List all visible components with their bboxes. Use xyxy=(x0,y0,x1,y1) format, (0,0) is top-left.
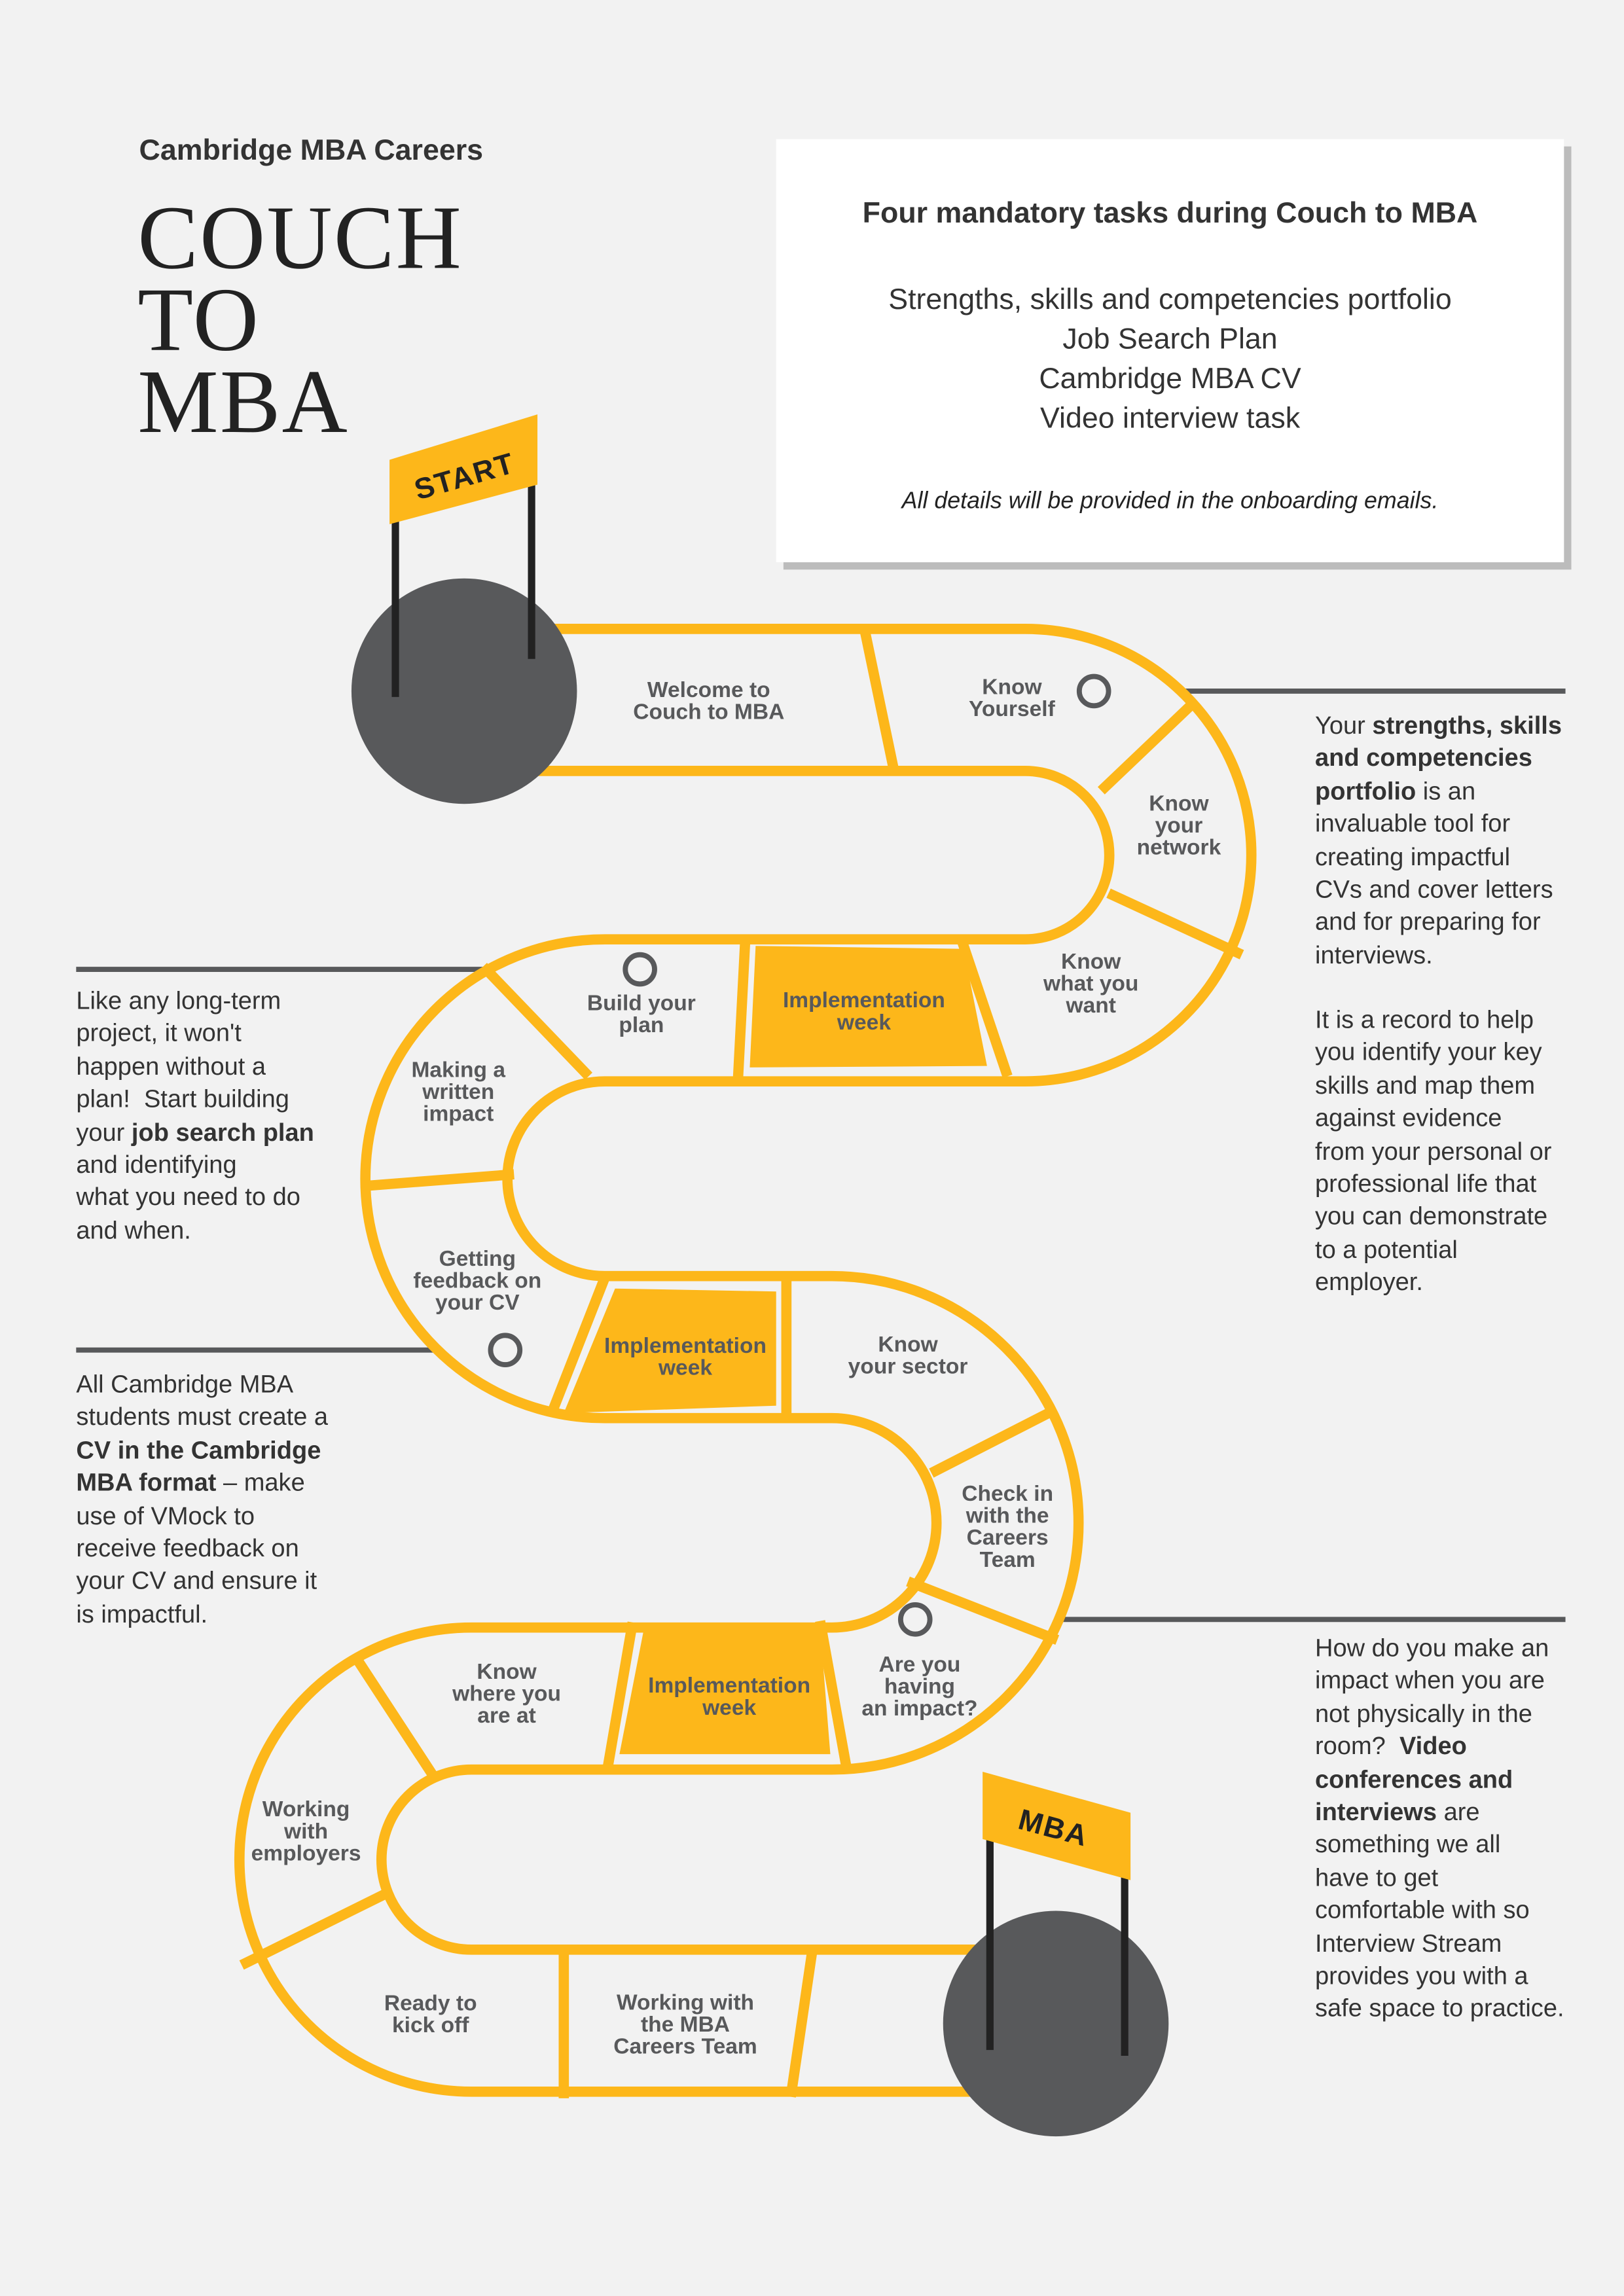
side-note-line xyxy=(1315,907,1562,940)
track-space-label: Are you having an impact? xyxy=(861,1652,978,1721)
emphasis-text: portfolio xyxy=(1315,777,1416,806)
side-note-line xyxy=(76,1533,328,1566)
side-note-line xyxy=(76,1215,314,1248)
body-text: you identify your key xyxy=(1315,1039,1542,1067)
body-text: you can demonstrate xyxy=(1315,1202,1548,1231)
side-note-paragraph xyxy=(1315,1632,1564,2026)
body-text: against evidence xyxy=(1315,1104,1502,1132)
track-space-label: Check in with the Careers Team xyxy=(962,1482,1054,1573)
body-text: happen without a xyxy=(76,1052,266,1081)
body-text: something we all xyxy=(1315,1831,1501,1859)
body-text: It is a record to help xyxy=(1315,1005,1534,1034)
side-note-line xyxy=(1315,842,1562,874)
side-note-line xyxy=(1315,1961,1564,1994)
emphasis-text: MBA format xyxy=(76,1469,217,1497)
connector-dot-icon xyxy=(901,1605,930,1634)
track-space-label: Know your sector xyxy=(848,1332,968,1380)
emphasis-text: job search plan xyxy=(131,1118,314,1146)
body-text: your CV and ensure it xyxy=(76,1567,317,1596)
track-space-label: Know where you are at xyxy=(452,1659,562,1729)
body-text: creating impactful xyxy=(1315,842,1511,871)
side-note-line xyxy=(1315,1928,1564,1961)
side-note-line xyxy=(1315,940,1562,973)
body-text: invaluable tool for xyxy=(1315,810,1511,838)
side-note-line xyxy=(1315,1168,1551,1201)
body-text: and when. xyxy=(76,1216,191,1245)
body-text: comfortable with so xyxy=(1315,1896,1530,1925)
track-space-label: Working with the MBA Careers Team xyxy=(613,1990,757,2060)
body-text: from your personal or xyxy=(1315,1137,1552,1165)
track-space-label: Welcome to Couch to MBA xyxy=(633,677,785,725)
side-note-line xyxy=(1315,1136,1551,1168)
side-note-line xyxy=(1315,743,1562,776)
body-text: Interview Stream xyxy=(1315,1929,1502,1958)
side-note-line xyxy=(1315,710,1562,743)
side-note-line xyxy=(76,1149,314,1182)
track-space-label: Making a written impact xyxy=(411,1058,506,1127)
body-text: professional life that xyxy=(1315,1170,1537,1198)
body-text: All Cambridge MBA xyxy=(76,1371,294,1399)
body-text: is impactful. xyxy=(76,1600,208,1628)
page-title: COUCH TO MBA xyxy=(137,188,463,453)
side-note-paragraph xyxy=(1315,710,1562,973)
side-note-line xyxy=(1315,1895,1564,1928)
task-item: Strengths, skills and competencies portfolio xyxy=(888,284,1452,317)
side-note-line xyxy=(76,1051,314,1084)
side-note-line xyxy=(1315,1201,1551,1234)
side-note-line xyxy=(76,1369,328,1402)
side-note-line xyxy=(76,1467,328,1500)
side-note-line xyxy=(1315,1862,1564,1895)
side-note-line xyxy=(1315,1234,1551,1267)
side-note-line xyxy=(76,1084,314,1117)
track-space-label: Implementation week xyxy=(604,1334,767,1381)
body-text: How do you make an xyxy=(1315,1634,1549,1662)
connector-dot-icon xyxy=(1079,677,1109,706)
body-text: impact when you are xyxy=(1315,1666,1545,1695)
task-item: Cambridge MBA CV xyxy=(1039,363,1301,396)
tasks-heading: Four mandatory tasks during Couch to MBA xyxy=(862,198,1478,230)
body-text: skills and map them xyxy=(1315,1071,1536,1100)
track-space-label: Working with employers xyxy=(251,1797,361,1867)
side-note-line xyxy=(76,1182,314,1215)
tasks-list xyxy=(776,281,1564,440)
body-text: students must create a xyxy=(76,1403,329,1431)
body-text: to a potential xyxy=(1315,1235,1458,1264)
finish-flag-label: MBA xyxy=(1015,1803,1092,1854)
body-text: and for preparing for xyxy=(1315,908,1541,937)
side-note-line xyxy=(76,1599,328,1632)
side-note-line xyxy=(76,1018,314,1051)
side-note-line xyxy=(1315,1103,1551,1136)
track-space-label: Know your network xyxy=(1136,791,1221,861)
emphasis-text: CV in the Cambridge xyxy=(76,1436,321,1464)
body-text: what you need to do xyxy=(76,1183,300,1212)
start-circle xyxy=(352,579,577,804)
track-space-label: Build your plan xyxy=(586,991,696,1039)
mandatory-tasks-box xyxy=(776,139,1564,563)
side-note-line xyxy=(1315,1267,1551,1300)
body-text: are xyxy=(1437,1798,1480,1826)
side-note-line xyxy=(1315,1797,1564,1829)
body-text: Your xyxy=(1315,711,1373,740)
side-note-line xyxy=(1315,1731,1564,1764)
side-note-line xyxy=(76,1500,328,1533)
side-note-line xyxy=(76,1402,328,1435)
track-space-label: Implementation week xyxy=(648,1674,811,1721)
track-space-label: Know what you want xyxy=(1043,949,1139,1018)
side-note-line xyxy=(1315,1764,1564,1797)
emphasis-text: Video xyxy=(1399,1732,1467,1761)
side-note-line xyxy=(1315,874,1562,907)
side-note-line xyxy=(1315,1632,1564,1665)
emphasis-text: conferences and xyxy=(1315,1765,1513,1793)
body-text: plan! Start building xyxy=(76,1085,289,1113)
body-text: interviews. xyxy=(1315,941,1433,969)
connector-dot-icon xyxy=(490,1335,520,1365)
side-note-line xyxy=(76,1117,314,1149)
finish-circle xyxy=(943,1911,1169,2137)
emphasis-text: interviews xyxy=(1315,1798,1437,1826)
side-note-line xyxy=(76,1435,328,1467)
body-text: Like any long-term xyxy=(76,986,281,1015)
side-note-line xyxy=(1315,1005,1551,1037)
side-note-line xyxy=(1315,808,1562,841)
start-flag-label: START xyxy=(410,446,519,507)
onboarding-note: All details will be provided in the onboarding emails. xyxy=(901,489,1439,514)
body-text: and identifying xyxy=(76,1151,237,1179)
side-note-line xyxy=(1315,1829,1564,1862)
body-text: provides you with a xyxy=(1315,1962,1528,1990)
body-text: is an xyxy=(1416,777,1476,806)
body-text: CVs and cover letters xyxy=(1315,875,1553,904)
body-text: receive feedback on xyxy=(76,1534,299,1563)
body-text: project, it won't xyxy=(76,1020,242,1048)
body-text: your xyxy=(76,1118,132,1146)
track-space-label: Know Yourself xyxy=(969,675,1055,722)
task-item: Job Search Plan xyxy=(1062,323,1278,356)
emphasis-text: and competencies xyxy=(1315,744,1532,772)
body-text: use of VMock to xyxy=(76,1501,255,1530)
task-item: Video interview task xyxy=(1039,403,1301,435)
side-note-line xyxy=(1315,1666,1564,1698)
side-note-line xyxy=(1315,1037,1551,1070)
track-space-label: Ready to kick off xyxy=(384,1991,477,2039)
body-text: – make xyxy=(216,1469,305,1497)
side-note-line xyxy=(1315,1070,1551,1103)
side-note-line xyxy=(1315,1698,1564,1731)
side-note-line xyxy=(1315,1994,1564,2026)
brand-name: Cambridge MBA Careers xyxy=(139,134,484,168)
track-space-label: Implementation week xyxy=(782,988,945,1035)
emphasis-text: strengths, skills xyxy=(1372,711,1562,740)
body-text: have to get xyxy=(1315,1863,1439,1892)
side-note-line xyxy=(1315,776,1562,808)
body-text: employer. xyxy=(1315,1268,1423,1297)
body-text: room? xyxy=(1315,1732,1399,1761)
side-note-paragraph xyxy=(76,986,314,1248)
side-note-paragraph xyxy=(76,1369,328,1632)
connector-dot-icon xyxy=(625,955,655,984)
side-note-line xyxy=(76,986,314,1018)
body-text: safe space to practice. xyxy=(1315,1995,1564,2023)
side-note-paragraph xyxy=(1315,1005,1551,1300)
side-note-line xyxy=(76,1566,328,1599)
body-text: not physically in the xyxy=(1315,1699,1532,1728)
track-space-label: Getting feedback on your CV xyxy=(413,1246,542,1316)
